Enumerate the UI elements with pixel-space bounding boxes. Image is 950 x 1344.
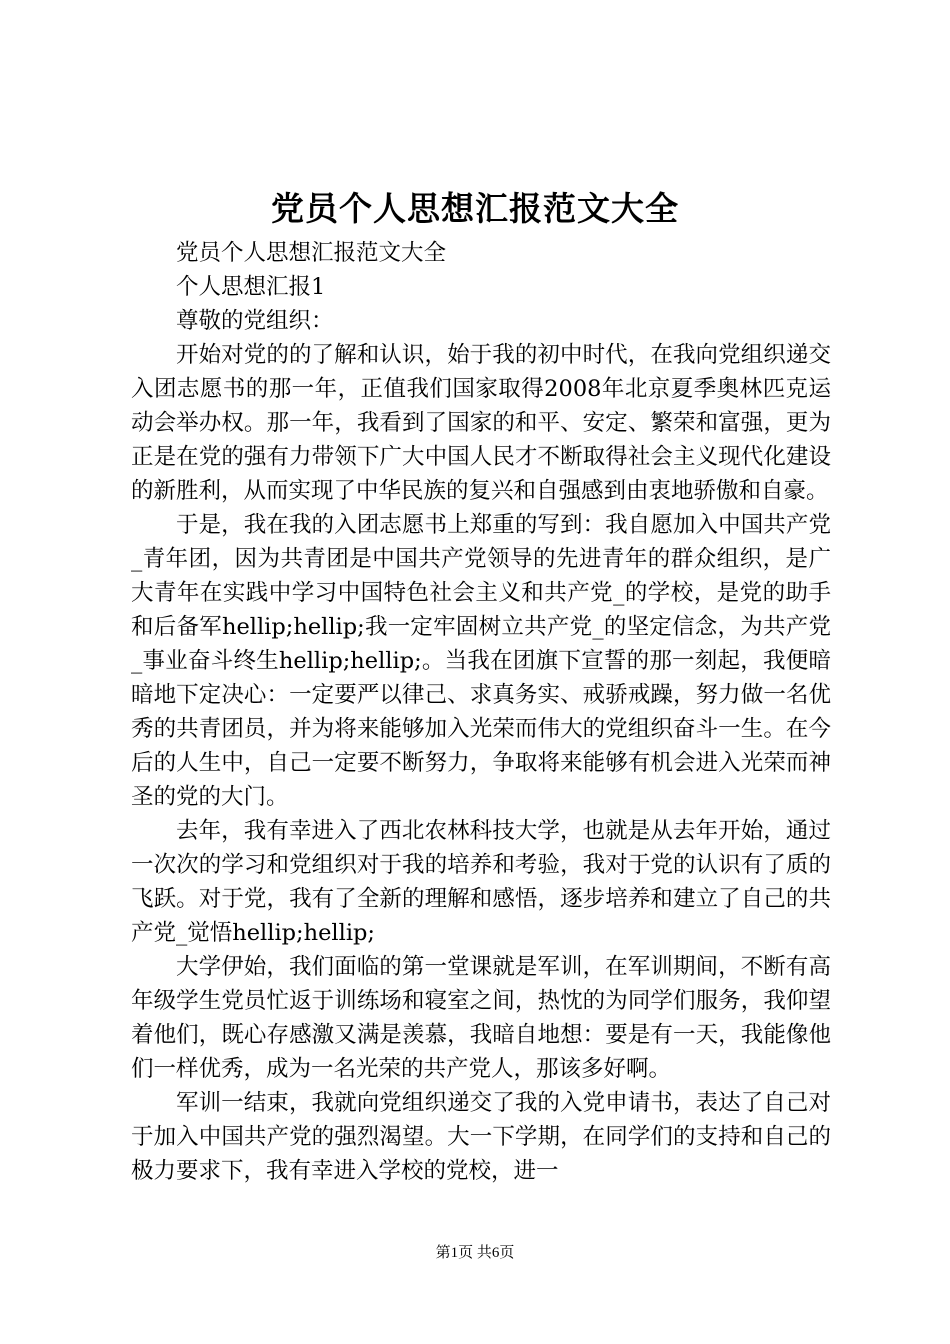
- paragraph: 开始对党的的了解和认识，始于我的初中时代，在我向党组织递交入团志愿书的那一年，正值我们国家取得2008年北京夏季奥林匹克运动会举办权。那一年，我看到了国家的和平、安定、繁荣和富强，更为正是在党的强有力带领下广大中国人民才不断取得社会主义现代化建设的新胜利，从而实现了中华民族的复兴和自强感到由衷地骄傲和自豪。: [131, 342, 831, 504]
- paragraph-subtitle: 党员个人思想汇报范文大全: [176, 240, 447, 266]
- paragraph: 军训一结束，我就向党组织递交了我的入党申请书，表达了自己对于加入中国共产党的强烈渴望。大一下学期，在同学们的支持和自己的极力要求下，我有幸进入学校的党校，进一: [131, 1090, 831, 1184]
- paragraph-report-heading: 个人思想汇报1: [176, 274, 326, 300]
- paragraph: 于是，我在我的入团志愿书上郑重的写到：我自愿加入中国共产党_青年团，因为共青团是中国共产党领导的先进青年的群众组织，是广大青年在实践中学习中国特色社会主义和共产党_的学校，是党的助手和后备军hellip;hellip;我一定牢固树立共产党_的坚定信念，为共产党_事业奋斗终生hellip;hellip;。当我在团旗下宣誓的那一刻起，我便暗暗地下定决心：一定要严以律己、求真务实、戒骄戒躁，努力做一名优秀的共青团员，并为将来能够加入光荣而伟大的党组织奋斗一生。在今后的人生中，自己一定要不断努力，争取将来能够有机会进入光荣而神圣的党的大门。: [131, 512, 831, 810]
- page-number-footer: 第1页 共6页: [435, 1245, 515, 1261]
- paragraph-salutation: 尊敬的党组织：: [176, 308, 334, 334]
- paragraph: 大学伊始，我们面临的第一堂课就是军训，在军训期间，不断有高年级学生党员忙返于训练场和寝室之间，热忱的为同学们服务，我仰望着他们，既心存感激又满是羡慕，我暗自地想：要是有一天，我能像他们一样优秀，成为一名光荣的共产党人，那该多好啊。: [131, 954, 831, 1082]
- paragraph: 去年，我有幸进入了西北农林科技大学，也就是从去年开始，通过一次次的学习和党组织对于我的培养和考验，我对于党的认识有了质的飞跃。对于党，我有了全新的理解和感悟，逐步培养和建立了自己的共产党_觉悟hellip;hellip;: [131, 818, 831, 946]
- document-body: [131, 236, 831, 1188]
- document-title: 党员个人思想汇报范文大全: [271, 189, 679, 228]
